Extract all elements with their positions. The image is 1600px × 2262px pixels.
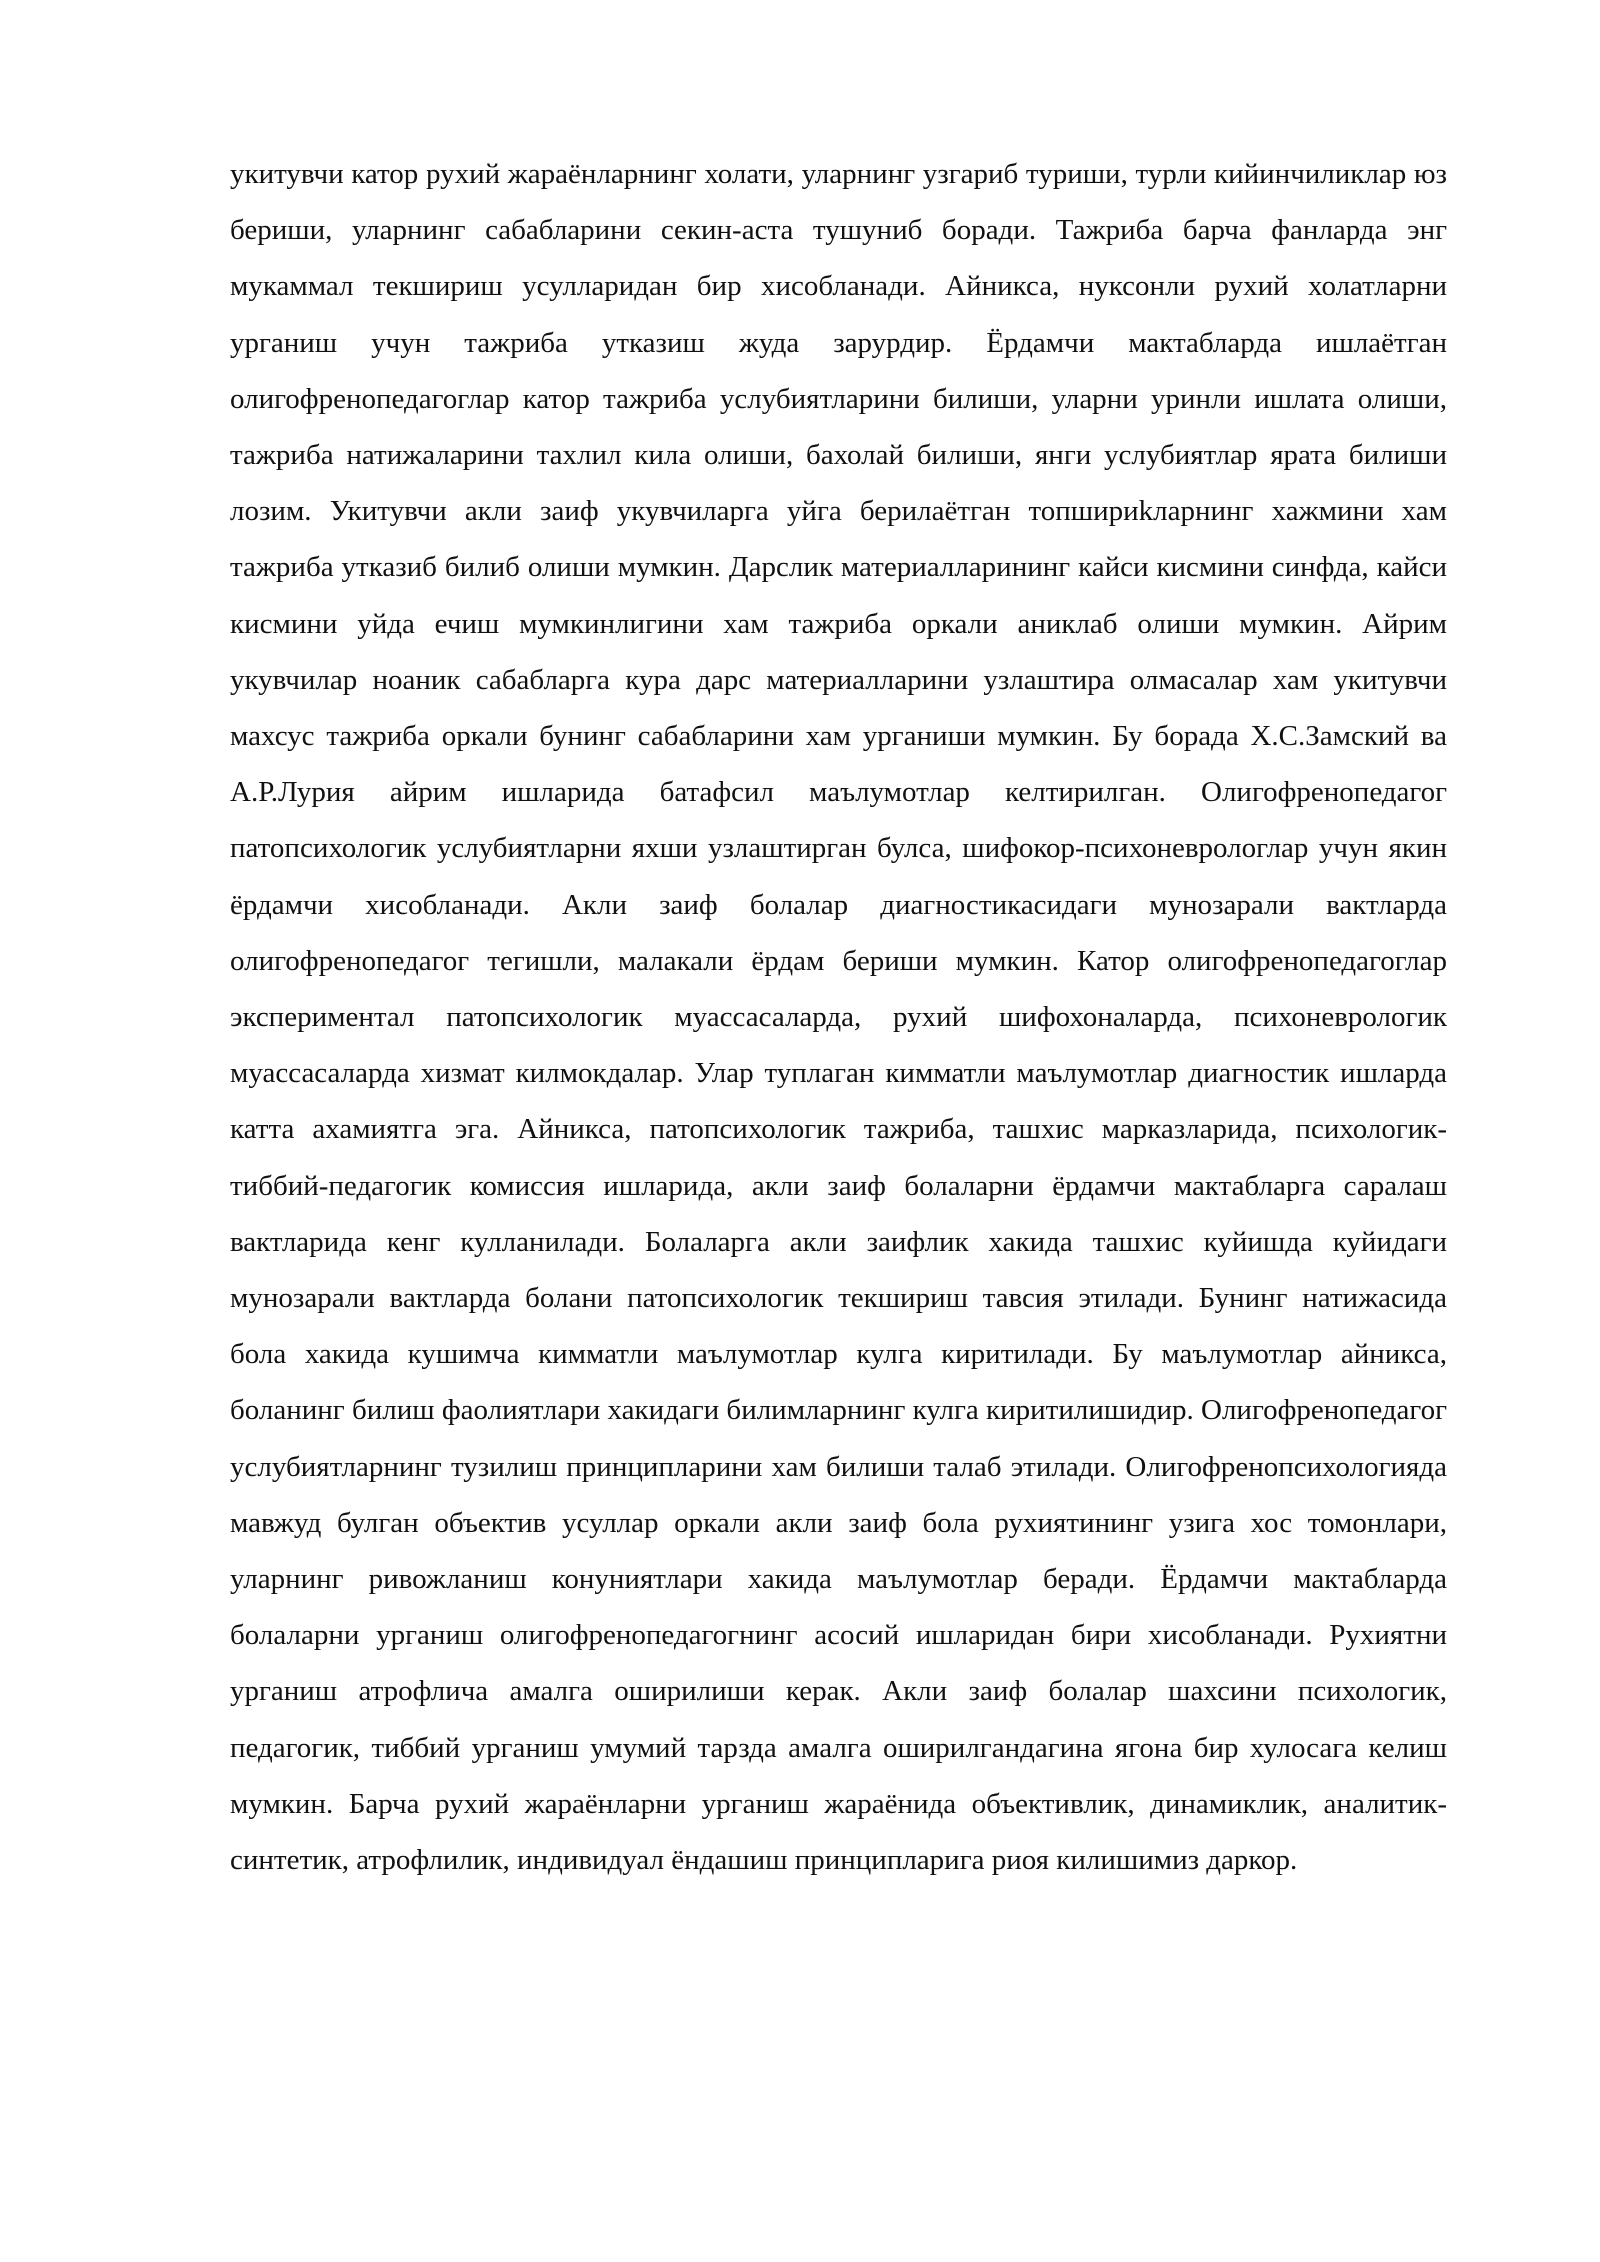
- body-text-block: [230, 146, 1447, 1888]
- body-paragraph: укитувчи катор рухий жараёнларнинг холати, уларнинг узгариб туриши, турли кийинчиликлар юз бериши, уларнинг сабабларини секин-аста тушуниб боради. Тажриба барча фанларда энг мукаммал текшириш усулларидан бир хисобланади. Айникса, нуксонли рухий холатларни урганиш учун тажриба утказиш жуда зарурдир. Ёрдамчи мактабларда ишлаётган олигофренопедагоглар катор тажриба услубиятларини билиши, уларни уринли ишлата олиши, тажриба натижаларини тахлил кила олиши, бахолай билиши, янги услубиятлар ярата билиши лозим. Укитувчи акли заиф укувчиларга уйга берилаётган топшириkларнинг хажмини хам тажриба утказиб билиб олиши мумкин. Дарслик материалларининг кайси кисмини синфда, кайси кисмини уйда ечиш мумкинлигини хам тажриба оркали аниклаб олиши мумкин. Айрим укувчилар ноаник сабабларга кура дарс материалларини узлаштира олмасалар хам укитувчи махсус тажриба оркали бунинг сабабларини хам урганиши мумкин. Бу борада Х.С.Замский ва А.Р.Лурия айрим ишларида батафсил маълумотлар келтирилган. Олигофренопедагог патопсихологик услубиятларни яхши узлаштирган булса, шифокор-психоневрологлар учун якин ёрдамчи хисобланади. Акли заиф болалар диагностикасидаги мунозарали вактларда олигофренопедагог тегишли, малакали ёрдам бериши мумкин. Катор олигофренопедагоглар экспериментал патопсихологик муассасаларда, рухий шифохоналарда, психоневрологик муассасаларда хизмат килмокдалар. Улар туплаган кимматли маълумотлар диагностик ишларда катта ахамиятга эга. Айникса, патопсихологик тажриба, ташхис марказларида, психологик-тиббий-педагогик комиссия ишларида, акли заиф болаларни ёрдамчи мактабларга саралаш вактларида кенг кулланилади. Болаларга акли заифлик хакида ташхис куйишда куйидаги мунозарали вактларда болани патопсихологик текшириш тавсия этилади. Бунинг натижасида бола хакида кушимча кимматли маълумотлар кулга киритилади. Бу маълумотлар айникса, боланинг билиш фаолиятлари хакидаги билимларнинг кулга киритилишидир. Олигофренопедагог услубиятларнинг тузилиш принципларини хам билиши талаб этилади. Олигофренопсихологияда мавжуд булган объектив усуллар оркали акли заиф бола рухиятининг узига хос томонлари, уларнинг ривожланиш конуниятлари хакида маълумотлар беради. Ёрдамчи мактабларда болаларни урганиш олигофренопедагогнинг асосий ишларидан бири хисобланади. Рухиятни урганиш атрофлича амалга оширилиши керак. Акли заиф болалар шахсини психологик, педагогик, тиббий урганиш умумий тарзда амалга оширилгандагина ягона бир хулосага келиш мумкин. Барча рухий жараёнларни урганиш жараёнида объективлик, динамиклик, аналитик-синтетик, атрофлилик, индивидуал ёндашиш принципларига риоя килишимиз даркор.: [230, 158, 1447, 1877]
